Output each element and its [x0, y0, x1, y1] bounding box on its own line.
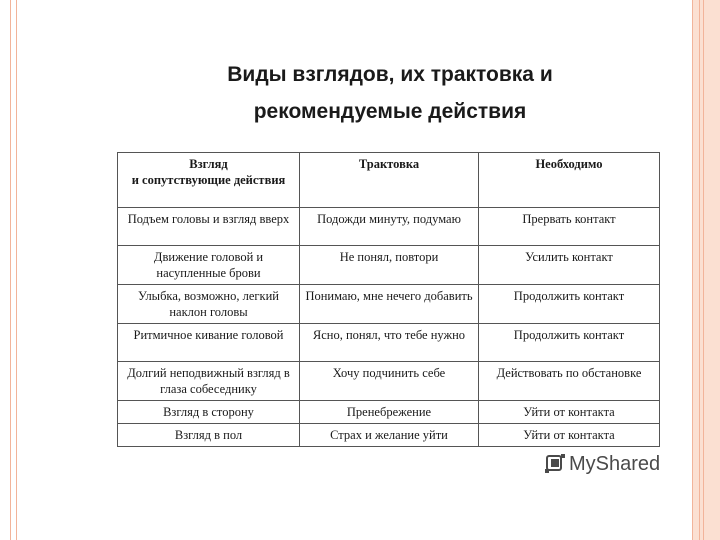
slide-title [150, 56, 630, 130]
table-row [118, 324, 660, 362]
slide-frame-left [10, 0, 17, 540]
table-cell: Усилить контакт [479, 246, 660, 285]
watermark-text: MyShared [569, 452, 661, 475]
table-cell: Продолжить контакт [479, 324, 660, 362]
table-cell: Уйти от контакта [479, 424, 660, 447]
table-cell: Действовать по обстановке [479, 362, 660, 401]
table-row [118, 401, 660, 424]
slide-frame-right [692, 0, 720, 540]
table-cell: Улыбка, возможно, легкий наклон головы [118, 285, 300, 324]
table-cell: Хочу подчинить себе [300, 362, 479, 401]
table-cell: Понимаю, мне нечего добавить [300, 285, 479, 324]
table-cell: Взгляд в сторону [118, 401, 300, 424]
slide-title-line1: Виды взглядов, их трактовка и [227, 63, 553, 86]
myshared-watermark[interactable] [544, 452, 660, 476]
table-row [118, 246, 660, 285]
table-cell: Страх и желание уйти [300, 424, 479, 447]
table-row [118, 285, 660, 324]
table-cell: Ритмичное кивание головой [118, 324, 300, 362]
header-gaze: Взгляд и сопутствующие действия [118, 153, 300, 208]
slide-title-line2: рекомендуемые действия [253, 100, 527, 123]
table-row [118, 208, 660, 246]
table-cell: Ясно, понял, что тебе нужно [300, 324, 479, 362]
header-interpretation: Трактовка [300, 153, 479, 208]
header-required-action: Необходимо [479, 153, 660, 208]
table-cell: Взгляд в пол [118, 424, 300, 447]
table-cell: Подожди минуту, подумаю [300, 208, 479, 246]
gaze-types-table [117, 152, 660, 447]
table-cell: Пренебрежение [300, 401, 479, 424]
table-cell: Движение головой и насупленные брови [118, 246, 300, 285]
table-cell: Подъем головы и взгляд вверх [118, 208, 300, 246]
table-cell: Долгий неподвижный взгляд в глаза собеседнику [118, 362, 300, 401]
table-cell: Прервать контакт [479, 208, 660, 246]
table-cell: Продолжить контакт [479, 285, 660, 324]
table-cell: Не понял, повтори [300, 246, 479, 285]
table-row [118, 424, 660, 447]
table-cell: Уйти от контакта [479, 401, 660, 424]
table-row [118, 362, 660, 401]
myshared-logo-icon [544, 453, 566, 475]
